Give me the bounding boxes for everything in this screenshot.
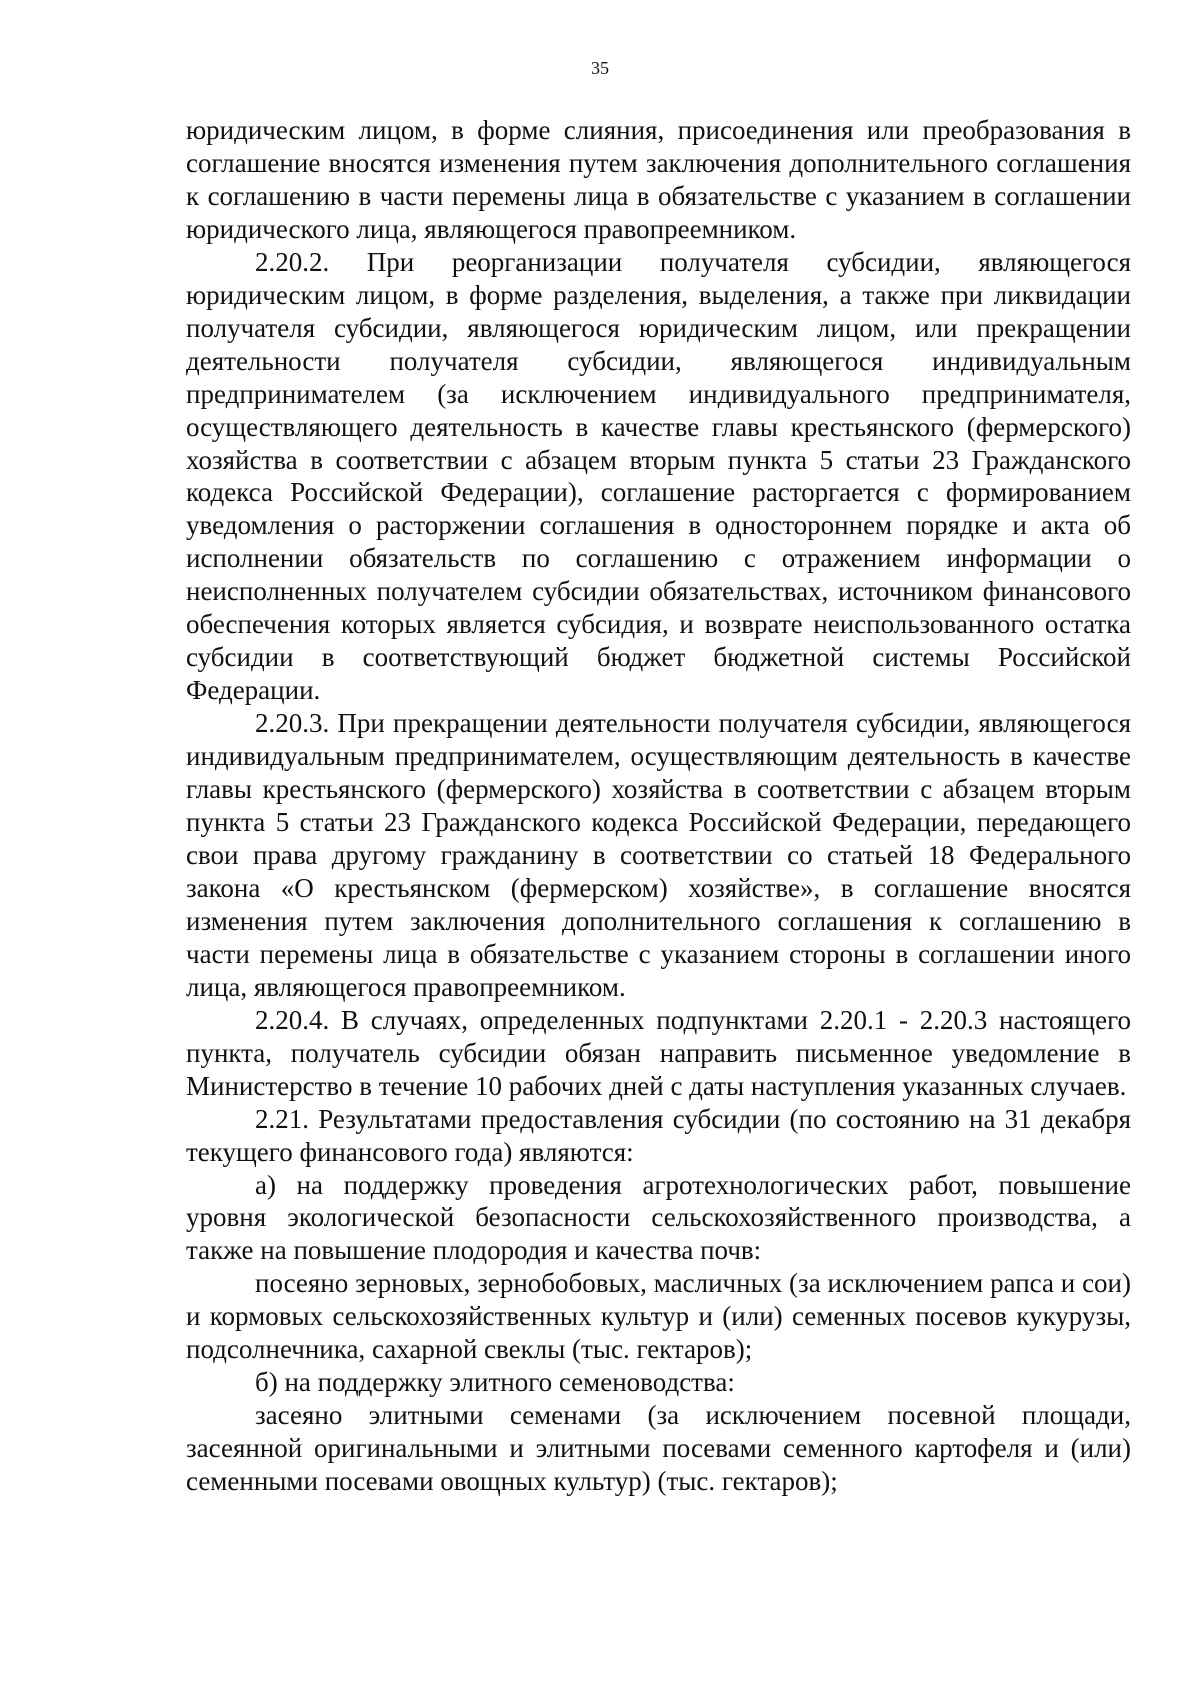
paragraph-item-a-result: посеяно зерновых, зернобобовых, масличных (за исключением рапса и сои) и кормовых сельскохозяйственных культур и (или) семенных посевов кукурузы, подсолнечника, сахарной свеклы (тыс. гектаров); — [186, 1268, 1131, 1365]
page-number: 35 — [591, 58, 609, 78]
paragraph-2-21: 2.21. Результатами предоставления субсидии (по состоянию на 31 декабря текущего финансового года) являются: — [186, 1103, 1131, 1167]
paragraph-2-20-2: 2.20.2. При реорганизации получателя субсидии, являющегося юридическим лицом, в форме разделения, выделения, а также при ликвидации получателя субсидии, являющегося юридическим лицом, или прекращении деятельности получателя субсидии, являющегося индивидуальным предпринимателем (за исключением индивидуального предпринимателя, осуществляющего деятельность в качестве главы крестьянского (фермерского) хозяйства в соответствии с абзацем вторым пункта 5 статьи 23 Гражданского кодекса Российской Федерации), соглашение расторгается с формированием уведомления о расторжении соглашения в одностороннем порядке и акта об исполнении обязательств по соглашению с отражением информации о неисполненных получателем субсидии обязательствах, источником финансового обеспечения которых является субсидия, и возврате неиспользованного остатка субсидии в соответствующий бюджет бюджетной системы Российской Федерации. — [186, 246, 1131, 706]
paragraph-2-20-4: 2.20.4. В случаях, определенных подпунктами 2.20.1 - 2.20.3 настоящего пункта, получатель субсидии обязан направить письменное уведомление в Министерство в течение 10 рабочих дней с даты наступления указанных случаев. — [186, 1004, 1131, 1101]
document-body — [186, 114, 1131, 1498]
paragraph-item-a: а) на поддержку проведения агротехнологических работ, повышение уровня экологической безопасности сельскохозяйственного производства, а также на повышение плодородия и качества почв: — [186, 1169, 1131, 1266]
paragraph-item-b: б) на поддержку элитного семеноводства: — [255, 1367, 735, 1398]
paragraph-continuation: юридическим лицом, в форме слияния, присоединения или преобразования в соглашение вносятся изменения путем заключения дополнительного соглашения к соглашению в части перемены лица в обязательстве с указанием в соглашении юридического лица, являющегося правопреемником. — [186, 115, 1131, 244]
paragraph-2-20-3: 2.20.3. При прекращении деятельности получателя субсидии, являющегося индивидуальным предпринимателем, осуществляющим деятельность в качестве главы крестьянского (фермерского) хозяйства в соответствии с абзацем вторым пункта 5 статьи 23 Гражданского кодекса Российской Федерации, передающего свои права другому гражданину в соответствии со статьей 18 Федерального закона «О крестьянском (фермерском) хозяйстве», в соглашение вносятся изменения путем заключения дополнительного соглашения к соглашению в части перемены лица в обязательстве с указанием стороны в соглашении иного лица, являющегося правопреемником. — [186, 708, 1131, 1002]
paragraph-item-b-result: засеяно элитными семенами (за исключением посевной площади, засеянной оригинальными и элитными посевами семенного картофеля и (или) семенными посевами овощных культур) (тыс. гектаров); — [186, 1400, 1131, 1497]
